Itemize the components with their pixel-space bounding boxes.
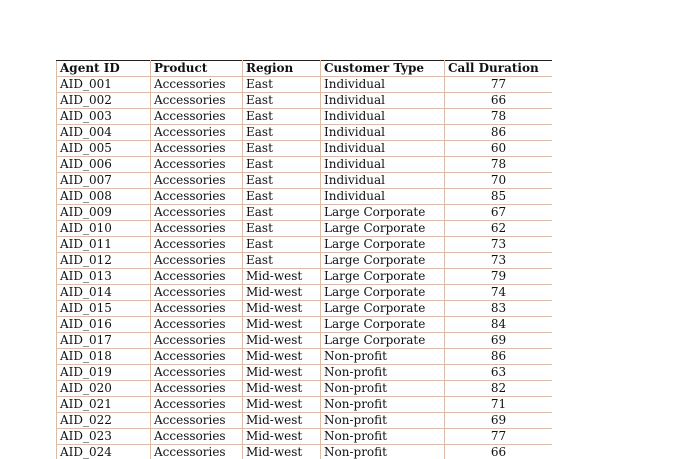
call-duration-cell: 66 [445,93,553,109]
customer-type-cell: Individual [321,141,445,157]
table-row [57,109,553,125]
customer-type-cell: Individual [321,173,445,189]
customer-type-cell: Individual [321,189,445,205]
region-cell: Mid-west [243,413,321,429]
table-row [57,349,553,365]
product-cell: Accessories [151,269,243,285]
customer-type-cell: Large Corporate [321,317,445,333]
agent-id-cell: AID_009 [57,205,151,221]
region-cell: Mid-west [243,317,321,333]
agent-id-cell: AID_012 [57,253,151,269]
call-duration-cell: 66 [445,445,553,459]
call-duration-cell: 77 [445,77,553,93]
call-duration-cell: 63 [445,365,553,381]
product-cell: Accessories [151,77,243,93]
product-cell: Accessories [151,253,243,269]
call-duration-cell: 69 [445,333,553,349]
region-cell: East [243,237,321,253]
customer-type-cell: Non-profit [321,413,445,429]
product-cell: Accessories [151,285,243,301]
agent-id-cell: AID_020 [57,381,151,397]
region-cell: East [243,157,321,173]
customer-type-cell: Large Corporate [321,301,445,317]
header-product: Product [151,61,243,77]
customer-type-cell: Large Corporate [321,221,445,237]
agent-id-cell: AID_015 [57,301,151,317]
agent-id-cell: AID_014 [57,285,151,301]
call-duration-cell: 62 [445,221,553,237]
region-cell: Mid-west [243,349,321,365]
table-row [57,445,553,459]
region-cell: Mid-west [243,381,321,397]
product-cell: Accessories [151,301,243,317]
agent-id-cell: AID_016 [57,317,151,333]
call-duration-cell: 60 [445,141,553,157]
product-cell: Accessories [151,157,243,173]
customer-type-cell: Individual [321,77,445,93]
product-cell: Accessories [151,397,243,413]
call-duration-cell: 73 [445,237,553,253]
table-row [57,141,553,157]
customer-type-cell: Large Corporate [321,269,445,285]
product-cell: Accessories [151,381,243,397]
table-row [57,413,553,429]
header-call-duration: Call Duration [445,61,553,77]
table-row [57,429,553,445]
region-cell: East [243,93,321,109]
product-cell: Accessories [151,205,243,221]
region-cell: Mid-west [243,429,321,445]
customer-type-cell: Large Corporate [321,237,445,253]
region-cell: Mid-west [243,285,321,301]
region-cell: East [243,77,321,93]
agent-id-cell: AID_010 [57,221,151,237]
region-cell: East [243,125,321,141]
agent-id-cell: AID_018 [57,349,151,365]
header-agent-id: Agent ID [57,61,151,77]
table-row [57,269,553,285]
customer-type-cell: Non-profit [321,381,445,397]
region-cell: Mid-west [243,445,321,459]
header-customer-type: Customer Type [321,61,445,77]
call-duration-cell: 69 [445,413,553,429]
customer-type-cell: Non-profit [321,445,445,459]
table-body [57,77,553,459]
customer-type-cell: Individual [321,125,445,141]
product-cell: Accessories [151,413,243,429]
table-row [57,125,553,141]
call-duration-cell: 86 [445,349,553,365]
customer-type-cell: Non-profit [321,429,445,445]
agent-id-cell: AID_001 [57,77,151,93]
agent-id-cell: AID_011 [57,237,151,253]
agent-id-cell: AID_004 [57,125,151,141]
data-table [56,60,552,459]
table-row [57,157,553,173]
customer-type-cell: Non-profit [321,349,445,365]
product-cell: Accessories [151,365,243,381]
call-duration-cell: 78 [445,157,553,173]
call-duration-cell: 70 [445,173,553,189]
product-cell: Accessories [151,237,243,253]
customer-type-cell: Non-profit [321,365,445,381]
agent-id-cell: AID_008 [57,189,151,205]
table-row [57,237,553,253]
table-row [57,365,553,381]
region-cell: East [243,141,321,157]
agent-id-cell: AID_006 [57,157,151,173]
call-duration-cell: 71 [445,397,553,413]
call-duration-cell: 83 [445,301,553,317]
call-duration-cell: 84 [445,317,553,333]
region-cell: Mid-west [243,365,321,381]
call-duration-cell: 73 [445,253,553,269]
product-cell: Accessories [151,125,243,141]
customer-type-cell: Large Corporate [321,205,445,221]
table-row [57,205,553,221]
table-row [57,93,553,109]
product-cell: Accessories [151,221,243,237]
region-cell: Mid-west [243,397,321,413]
region-cell: East [243,109,321,125]
call-duration-cell: 82 [445,381,553,397]
product-cell: Accessories [151,141,243,157]
customer-type-cell: Individual [321,93,445,109]
call-duration-cell: 79 [445,269,553,285]
table-row [57,381,553,397]
region-cell: East [243,221,321,237]
region-cell: Mid-west [243,333,321,349]
call-duration-cell: 67 [445,205,553,221]
header-row [57,61,553,77]
table-row [57,173,553,189]
table-row [57,221,553,237]
customer-type-cell: Non-profit [321,397,445,413]
table-row [57,397,553,413]
table-row [57,189,553,205]
customer-type-cell: Large Corporate [321,253,445,269]
customer-type-cell: Individual [321,157,445,173]
product-cell: Accessories [151,445,243,459]
region-cell: Mid-west [243,269,321,285]
call-duration-cell: 86 [445,125,553,141]
customer-type-cell: Large Corporate [321,285,445,301]
region-cell: East [243,253,321,269]
region-cell: East [243,189,321,205]
customer-type-cell: Individual [321,109,445,125]
product-cell: Accessories [151,429,243,445]
agent-id-cell: AID_003 [57,109,151,125]
agent-id-cell: AID_023 [57,429,151,445]
product-cell: Accessories [151,333,243,349]
call-duration-cell: 77 [445,429,553,445]
table-row [57,333,553,349]
product-cell: Accessories [151,93,243,109]
agent-id-cell: AID_021 [57,397,151,413]
table-row [57,285,553,301]
agent-id-cell: AID_024 [57,445,151,459]
table-row [57,77,553,93]
table-row [57,301,553,317]
agent-id-cell: AID_019 [57,365,151,381]
agent-id-cell: AID_005 [57,141,151,157]
call-duration-cell: 78 [445,109,553,125]
region-cell: Mid-west [243,301,321,317]
call-duration-cell: 85 [445,189,553,205]
table-row [57,253,553,269]
product-cell: Accessories [151,317,243,333]
region-cell: East [243,205,321,221]
table-row [57,317,553,333]
region-cell: East [243,173,321,189]
agent-id-cell: AID_017 [57,333,151,349]
product-cell: Accessories [151,349,243,365]
data-table-container [56,60,552,459]
product-cell: Accessories [151,109,243,125]
agent-id-cell: AID_022 [57,413,151,429]
product-cell: Accessories [151,173,243,189]
agent-id-cell: AID_002 [57,93,151,109]
agent-id-cell: AID_013 [57,269,151,285]
customer-type-cell: Large Corporate [321,333,445,349]
product-cell: Accessories [151,189,243,205]
call-duration-cell: 74 [445,285,553,301]
header-region: Region [243,61,321,77]
agent-id-cell: AID_007 [57,173,151,189]
